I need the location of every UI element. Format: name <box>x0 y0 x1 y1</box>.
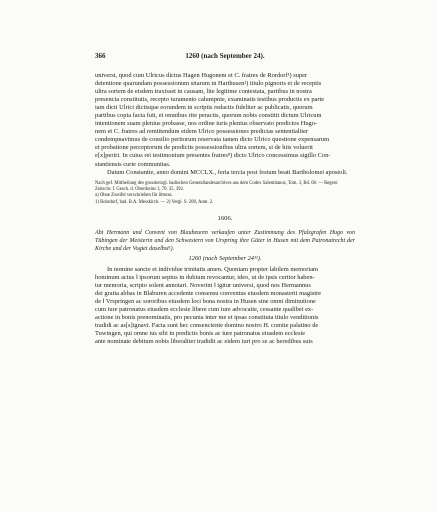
text-line: presencia constitutis, recepto iuramento calumpnie, examinatis testibus productis ex parte <box>95 96 325 104</box>
page-number: 366 <box>95 52 106 60</box>
text-line: cum iure patronatus eiusdem ecclesie libere cum iure advocatie, cessante qualibet ex- <box>95 306 314 314</box>
text-line: intentionem suam plenius probasse, nos ordine iuris plenius observato predictos Hugo- <box>95 120 318 128</box>
text-line: ultra sortem de eisdem traxisset in causam, lite legitime contestata, partibus in nostra <box>95 88 312 96</box>
text-line: detentione quarundam possessionum sitarum in Harthusen²) titulo pignoris et de receptis <box>95 80 322 88</box>
text-line: dei gratia abbas in Blaburen accedente consensu conventus eiusdem monasterii magistre <box>95 289 322 297</box>
text-line: hominum actus ‖ ipsorum sepius in dubium revocantur, ideo, ut de ipsis certior haben- <box>95 273 315 281</box>
source-note: Nach gef. Mittheilung des grossherzgl. badischen Generallandesarchives aus dem Codex Salemitanus, Tom. 3, Bd. 68. — Regest: Zeitschr. f. Gesch. d. Oberrheins 3, 70. 35, 392. <box>95 180 339 192</box>
text-line: partibus copia facta fuit, et omnibus rite peractis, quorum nobis constitit dictum Ulricum <box>95 112 322 120</box>
document-number: 1606. <box>217 214 233 222</box>
datum-paragraph: Datum Constantie, anno domini MCCLX., feria tercia post festum beati Bartholomei apostoli. <box>107 168 348 176</box>
running-title: 1260 (nach September 24). <box>185 52 265 60</box>
text-line: stantiensis curie communitas. <box>95 160 171 168</box>
text-line: nem et C. fratres ad remittendum eidem Ulrico possessiones predictas sententialiter <box>95 128 309 136</box>
document-date: 1260 (nach September 24¹¹). <box>188 254 262 262</box>
text-line: universi, quod cum Ulricus dictus Hagen Hugonem et C. fratres de Rordorf¹) super <box>95 72 308 79</box>
text-line: iam dicti Ulrici dictisque eorundem in scriptis redactis fideliter ac publicatis, quorum <box>95 104 313 112</box>
text-line: ante nominate debitum nobis liberaliter tradidit ac eidem iuri pro se ac heredibus suis <box>95 338 313 346</box>
footnotes <box>95 181 355 206</box>
text-line: tradidi ac as[s]ignavi. Facta sunt hec consenciente domino nostro H. comite palatino de <box>95 322 319 330</box>
charter-text-1 <box>95 72 355 177</box>
text-line: actione in bonis prenominatis, pro pecunia inter me et ipsas constituta titulo venditionis <box>95 314 319 322</box>
text-line: et probatione perceptorum de predictis possessionibus ultra sortem, si de hiis voluerit <box>95 144 313 152</box>
page-body <box>95 72 355 346</box>
textual-note: a) Ohne Zweifel verschrieben für litteras. <box>95 193 173 199</box>
footnote: 1) Rohrdorf, bad. B.A. Messkirch. — 2) Vergl. S. 208, Anm. 2. <box>95 199 214 205</box>
text-line: de ‖ Vrspringen ac sororibus eiusdem loci bona nostra in Husen sine omni diminutione <box>95 297 316 305</box>
regest-summary: Abt Hermann und Convent von Blaubeuren verkaufen unter Zustimmung des Pfalzgrafen Hugo von Tübingen der Meisterin und den Schwestern von Urspring ihre Güter in Husen mit dem Patronatrecht der Kirche und der Vogtei daselbst¹). <box>95 229 355 252</box>
page-header <box>95 52 355 64</box>
text-line: In nomine sancte et individue trinitatis amen. Quoniam propter labilem memoriam <box>107 265 319 273</box>
text-line: condempnavimus de consilio peritorum reservata tamen dicto Ulrico questione expensarum <box>95 136 330 144</box>
text-line: e[x]periri. In cuius rei testimonium presentes fratres⁸) dicto Ulrico concessimus sigillo Con- <box>95 152 331 160</box>
text-line: Tuwingen, qui omne ius sibi in predictis bonis ac iure patronatus eiusdem ecclesie <box>95 330 306 338</box>
text-line: tur memoria, scripto solent annotari. Noverint ‖ igitur universi, quod nos Hermannus <box>95 281 311 289</box>
charter-text-2 <box>95 266 355 346</box>
